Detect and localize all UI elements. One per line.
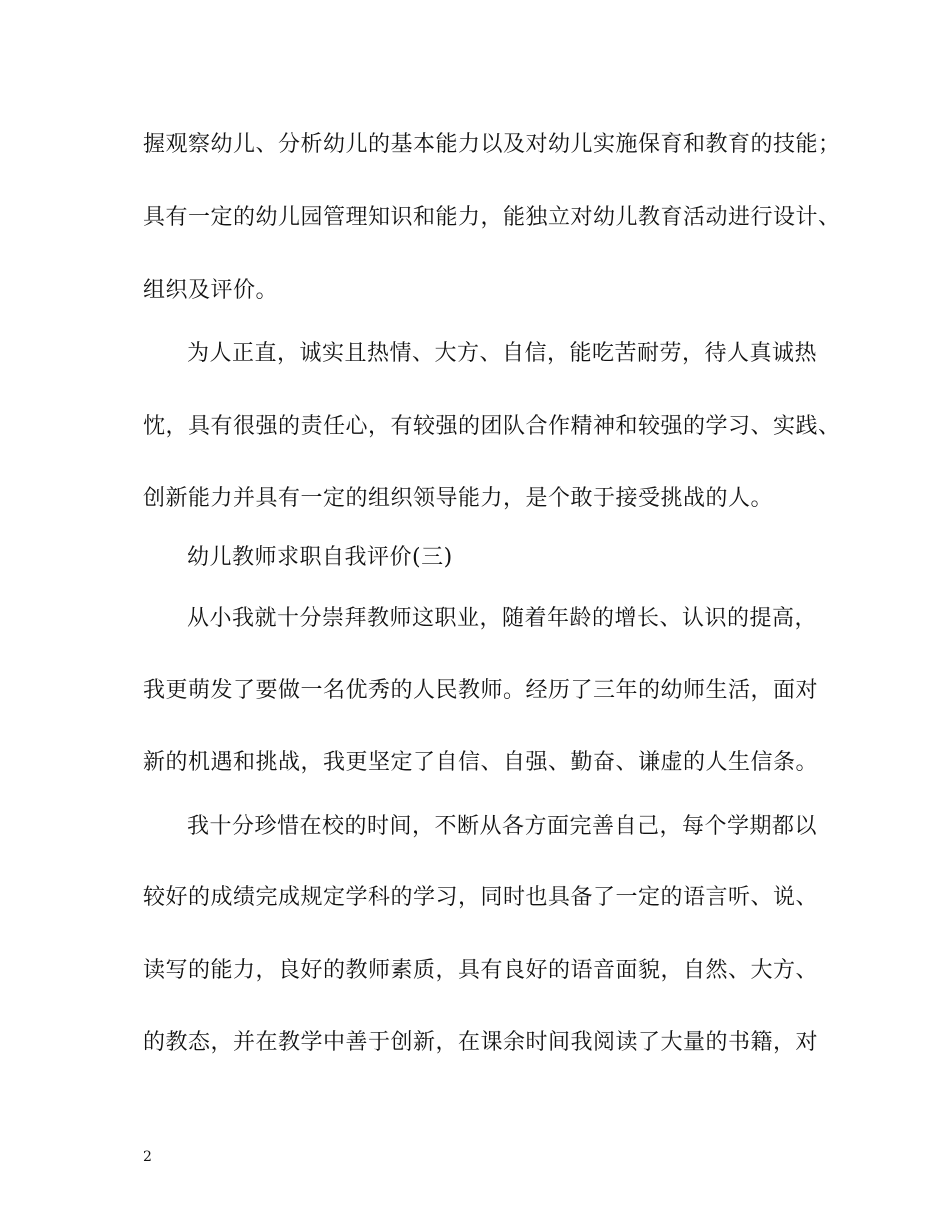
paragraph-line: 的教态，并在教学中善于创新，在课余时间我阅读了大量的书籍，对: [143, 1030, 819, 1055]
paragraph-line: 较好的成绩完成规定学科的学习，同时也具备了一定的语言听、说、: [143, 885, 819, 910]
paragraph-line: 创新能力并具有一定的组织领导能力，是个敢于接受挑战的人。: [143, 486, 774, 511]
paragraph-line: 握观察幼儿、分析幼儿的基本能力以及对幼儿实施保育和教育的技能；: [143, 132, 841, 157]
paragraph-line: 从小我就十分崇拜教师这职业，随着年龄的增长、认识的提高，: [187, 606, 818, 631]
page-number: 2: [143, 1149, 152, 1165]
section-heading: 幼儿教师求职自我评价(三): [187, 545, 453, 570]
paragraph-line: 为人正直，诚实且热情、大方、自信，能吃苦耐劳，待人真诚热: [187, 341, 818, 366]
paragraph-line: 我十分珍惜在校的时间，不断从各方面完善自己，每个学期都以: [187, 814, 818, 839]
paragraph-line: 具有一定的幼儿园管理知识和能力，能独立对幼儿教育活动进行设计、: [143, 205, 841, 230]
paragraph-line: 组织及评价。: [143, 278, 279, 303]
paragraph-line: 我更萌发了要做一名优秀的人民教师。经历了三年的幼师生活，面对: [143, 678, 819, 703]
paragraph-line: 新的机遇和挑战，我更坚定了自信、自强、勤奋、谦虚的人生信条。: [143, 750, 819, 775]
paragraph-line: 忱，具有很强的责任心，有较强的团队合作精神和较强的学习、实践、: [143, 414, 841, 439]
paragraph-line: 读写的能力，良好的教师素质，具有良好的语音面貌，自然、大方、: [143, 958, 819, 983]
